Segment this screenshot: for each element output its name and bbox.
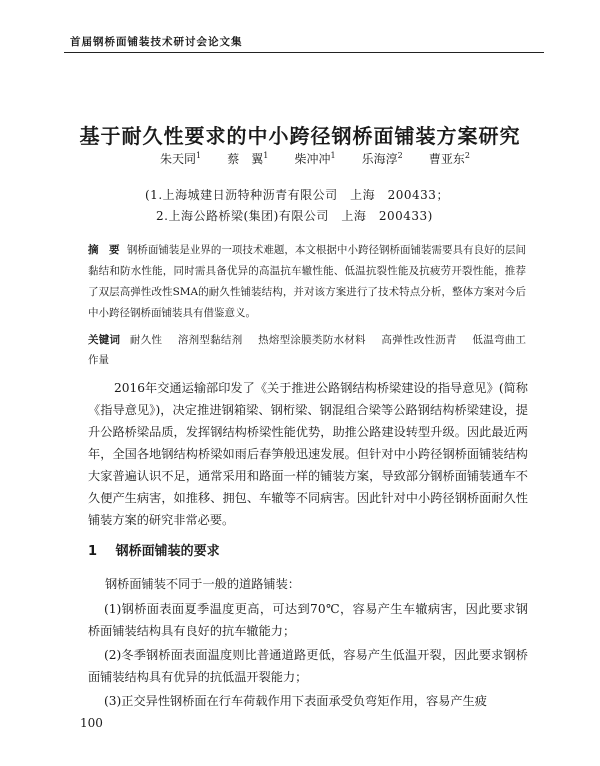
keyword: 热熔型涂膜类防水材料 bbox=[258, 334, 366, 346]
page-number: 100 bbox=[80, 716, 103, 730]
running-header: 首届钢桥面铺装技术研讨会论文集 bbox=[70, 36, 243, 48]
requirement-item: (1)钢桥面表面夏季温度更高，可达到70℃，容易产生车辙病害，因此要求钢桥面铺装结构具有良好的抗车辙能力； bbox=[88, 602, 528, 638]
requirement-item: (3)正交异性钢桥面在行车荷载作用下表面承受负弯矩作用，容易产生疲 bbox=[104, 694, 487, 708]
author: 乐海淳$^2$ bbox=[361, 151, 403, 166]
affiliation-1: (1.上海城建日沥特种沥青有限公司 上海 200433； bbox=[145, 188, 449, 202]
author: 蔡 翼$^1$ bbox=[227, 151, 269, 166]
abstract-text: 钢桥面铺装是业界的一项技术难题，本文根据中小跨径钢桥面铺装需要具有良好的层间黏结和防水性能，同时需具备优异的高温抗车辙性能、低温抗裂性能及抗疲劳开裂性能，推荐了双层高弹性改性SMA的耐久性铺装结构，并对该方案进行了技术特点分析，整体方案对今后中小跨径钢桥面铺装具有借鉴意义。 bbox=[88, 244, 526, 319]
requirement-item: (2)冬季钢桥面表面温度则比普通道路更低，容易产生低温开裂，因此要求钢桥面铺装结构具有优异的抗低温开裂能力； bbox=[88, 648, 528, 684]
abstract-label: 摘 要 bbox=[88, 244, 120, 256]
section-lead: 钢桥面铺装不同于一般的道路铺装： bbox=[105, 577, 300, 591]
header-rule bbox=[64, 52, 544, 53]
author: 朱天同$^1$ bbox=[160, 151, 202, 166]
keyword: 耐久性 bbox=[129, 334, 163, 346]
keyword: 溶剂型黏结剂 bbox=[177, 334, 243, 346]
section-heading bbox=[88, 540, 220, 559]
section-number: 1 bbox=[88, 544, 98, 559]
keywords bbox=[88, 330, 526, 370]
abstract bbox=[88, 240, 526, 324]
intro-paragraph: 2016年交通运输部印发了《关于推进公路钢结构桥梁建设的指导意见》(简称《指导意见》)，决定推进钢箱梁、钢桁梁、钢混组合梁等公路钢结构桥梁建设，提升公路桥梁品质，发挥钢结构桥梁性能优势，助推公路建设转型升级。因此最近两年，全国各地钢结构桥梁如雨后春笋般迅速发展。但针对中小跨径钢桥面铺装结构大家普遍认识不足，通常采用和路面一样的铺装方案，导致部分钢桥面铺装通车不久便产生病害，如推移、拥包、车辙等不同病害。因此针对中小跨径钢桥面耐久性铺装方案的研究非常必要。 bbox=[88, 381, 528, 527]
paper-title: 基于耐久性要求的中小跨径钢桥面铺装方案研究 bbox=[79, 124, 521, 148]
author: 曹亚东$^2$ bbox=[428, 151, 470, 166]
keyword: 低温弯曲工作量 bbox=[88, 334, 527, 366]
keyword: 高弹性改性沥青 bbox=[381, 334, 457, 346]
affiliation-2: 2.上海公路桥梁(集团)有限公司 上海 200433) bbox=[156, 209, 433, 223]
keywords-label: 关键词 bbox=[88, 334, 121, 346]
section-title: 钢桥面铺装的要求 bbox=[115, 544, 220, 559]
author-list bbox=[160, 150, 470, 167]
author: 柴冲冲$^1$ bbox=[294, 151, 336, 166]
